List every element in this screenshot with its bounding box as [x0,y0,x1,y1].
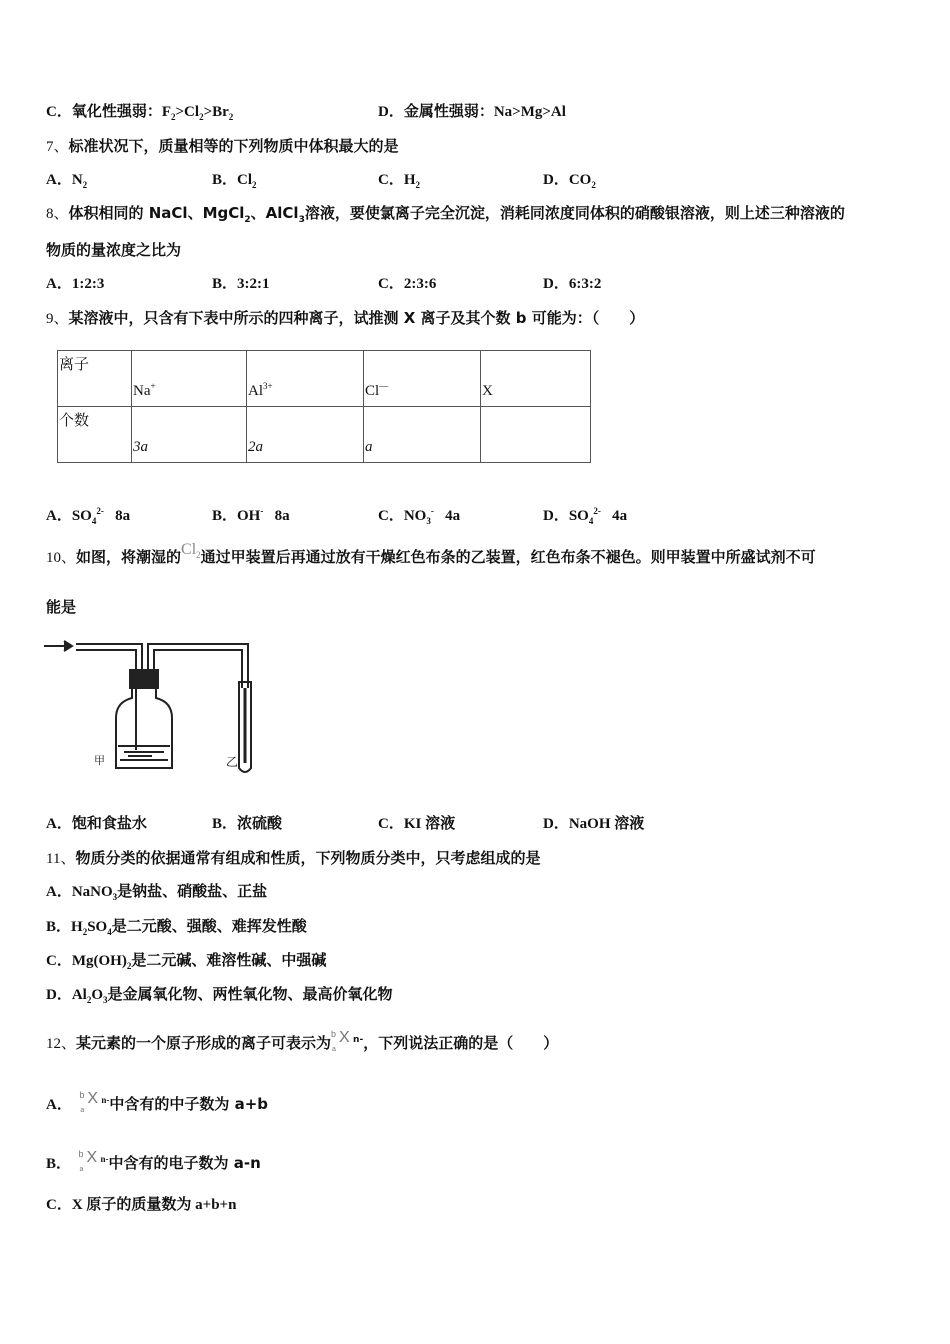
q12-option-b: B． b a X $^{n-}$中含有的电子数为 a-n [46,1149,261,1173]
q9-option-c: C．$NO_3^-$ 4a [378,506,461,526]
table-cell: $Al^{3+}$ [248,381,273,399]
q11-option-a: A．NaNO$_3$是钠盐、硝酸盐、正盐 [46,882,268,902]
q11-option-d: D．$Al_2O_3$是金属氧化物、两性氧化物、最高价氧化物 [46,985,393,1005]
cl2-formula: $Cl_2$ [181,541,201,561]
q8-option-b: B．3:2:1 [212,276,270,292]
q10-option-d: D．NaOH 溶液 [543,816,645,832]
q11-stem: 11、物质分类的依据通常有组成和性质，下列物质分类中，只考虑组成的是 [46,849,541,867]
q9-option-b: B．OH- 8a [212,506,290,524]
isotope-notation: b a X [79,1090,99,1114]
table-cell: 3a [133,439,148,455]
q10-option-b: B．浓硫酸 [212,816,283,832]
table-cell: 离子 [59,357,90,373]
q12-option-a: A． b a X $^{n-}$中含有的中子数为 a+b [46,1090,269,1114]
isotope-notation: b a X [78,1149,98,1173]
label-jia: 甲 [94,754,105,767]
table-cell: a [365,439,373,455]
q12-stem: 12、某元素的一个原子形成的离子可表示为 b a X $^{n-}$，下列说法正确的是（ ） [46,1029,559,1053]
q7-option-b: B．$Cl_2$ [212,172,257,190]
q11-option-c: C．$Mg(OH)_2$是二元碱、难溶性碱、中强碱 [46,951,327,971]
table-cell: 个数 [59,413,90,429]
table-cell: X [482,383,493,399]
label-yi: 乙 [226,755,239,769]
table-cell: Cl— [365,381,389,399]
q6-option-d: D．金属性强弱：Na>Mg>Al [378,104,566,120]
q11-option-b: B．$H_2SO_4$是二元酸、强酸、难挥发性酸 [46,917,307,937]
q9-option-a: A．$SO_4^{2-}$ 8a [46,506,131,526]
q7-option-a: A．$N_2$ [46,172,88,190]
q10-option-c: C．KI 溶液 [378,816,456,832]
q6-option-c: C．氧化性强弱：$F_2>Cl_2>Br_2$ [46,104,234,122]
q9-stem: 9、某溶液中，只含有下表中所示的四种离子，试推测 X 离子及其个数 b 可能为：（ ） [46,309,645,327]
q8-stem: 8、体积相同的 NaCl、MgCl$_2$、AlCl$_3$溶液，要使氯离子完全沉淀，消耗同浓度同体积的硝酸银溶液，则上述三种溶液的 [46,204,845,225]
q8-option-d: D．6:3:2 [543,276,602,292]
gas-washing-apparatus-figure [44,628,296,778]
isotope-notation: b a X [331,1029,350,1053]
q10-option-a: A．饱和食盐水 [46,816,147,832]
q10-stem: 10、如图，将潮湿的$Cl_2$通过甲装置后再通过放有干燥红色布条的乙装置，红色布条不褪色。则甲装置中所盛试剂不可 [46,541,816,566]
table-cell: Na+ [133,381,156,399]
q9-option-d: D．$SO_4^{2-}$ 4a [543,506,628,526]
q10-stem-line2: 能是 [46,598,77,616]
table-row [58,351,591,407]
q7-option-c: C．$H_2$ [378,172,421,190]
table-cell: 2a [248,439,263,455]
q12-option-c: C．X 原子的质量数为 a+b+n [46,1197,237,1213]
q7-option-d: D．$CO_2$ [543,172,596,190]
q7-stem: 7、标准状况下，质量相等的下列物质中体积最大的是 [46,137,399,155]
q8-option-c: C．2:3:6 [378,276,437,292]
q8-stem-line2: 物质的量浓度之比为 [46,241,182,259]
q8-option-a: A．1:2:3 [46,276,105,292]
table-row [58,407,591,463]
ion-table [57,350,591,463]
